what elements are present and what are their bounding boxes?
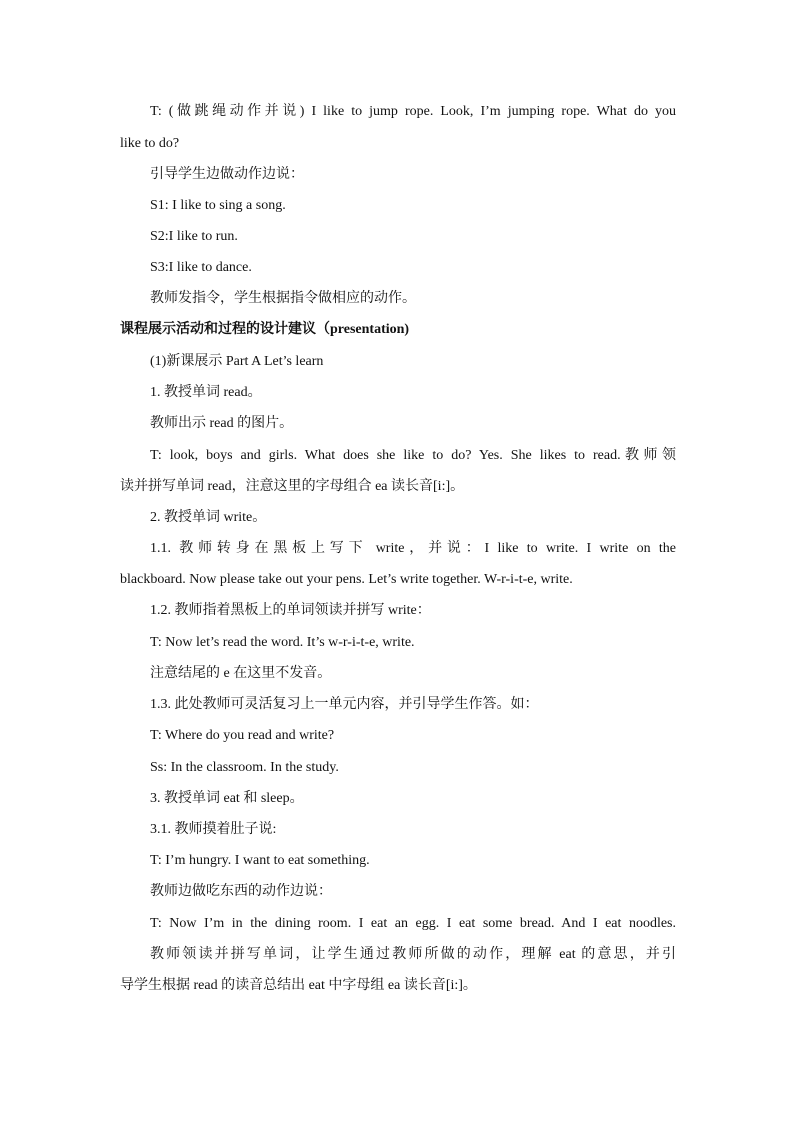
dialogue-line-continuation: like to do? — [120, 136, 180, 151]
dialogue-line-students-answer: Ss: In the classroom. In the study. — [150, 760, 339, 775]
instruction-line: 教师出示 read 的图片。 — [150, 416, 294, 431]
instruction-line: 教师领读并拼写单词，让学生通过教师所做的动作，理解 eat 的意思，并引 — [150, 947, 676, 962]
instruction-line: 教师边做吃东西的动作边说： — [150, 884, 332, 899]
section-heading: 课程展示活动和过程的设计建议（presentation) — [120, 322, 410, 337]
substep-line-1-1: 1.1. 教师转身在黑板上写下 write，并说：I like to write. I write on the — [150, 541, 676, 556]
dialogue-line-s3: S3:I like to dance. — [150, 260, 252, 275]
substep-line-3-1: 3.1. 教师摸着肚子说: — [150, 822, 277, 837]
instruction-line: 引导学生边做动作边说： — [150, 167, 304, 182]
note-line: 注意结尾的 e 在这里不发音。 — [150, 666, 332, 681]
dialogue-line-teacher-question: T: Where do you read and write? — [150, 728, 335, 743]
instruction-line: 教师发指令，学生根据指令做相应的动作。 — [150, 291, 416, 306]
substep-line-1-2: 1.2. 教师指着黑板上的单词领读并拼写 write： — [150, 603, 431, 618]
step-heading-eat-sleep: 3. 教授单词 eat 和 sleep。 — [150, 791, 304, 806]
step-heading-write: 2. 教授单词 write。 — [150, 510, 267, 525]
dialogue-line-teacher-dining: T: Now I’m in the dining room. I eat an egg. I eat some bread. And I eat noodles. — [150, 916, 676, 931]
step-heading-read: 1. 教授单词 read。 — [150, 385, 262, 400]
substep-line-1-3: 1.3. 此处教师可灵活复习上一单元内容，并引导学生作答。如： — [150, 697, 539, 712]
dialogue-line-teacher-jump-rope: T: (做跳绳动作并说) I like to jump rope. Look, I’m jumping rope. What do you — [150, 104, 676, 119]
dialogue-line-teacher-read: T: look, boys and girls. What does she like to do? Yes. She likes to read.教师领 — [150, 448, 676, 463]
subsection-heading: (1)新课展示 Part A Let’s learn — [150, 354, 324, 369]
instruction-line-continuation: 读并拼写单词 read，注意这里的字母组合 ea 读长音[i:]。 — [120, 479, 465, 494]
dialogue-line-s1: S1: I like to sing a song. — [150, 198, 286, 213]
instruction-line-continuation: 导学生根据 read 的读音总结出 eat 中字母组 ea 读长音[i:]。 — [120, 978, 477, 993]
dialogue-line-teacher-spell: T: Now let’s read the word. It’s w-r-i-t-e, write. — [150, 635, 415, 650]
dialogue-line-teacher-hungry: T: I’m hungry. I want to eat something. — [150, 853, 370, 868]
substep-line-continuation: blackboard. Now please take out your pens. Let’s write together. W-r-i-t-e, write. — [120, 572, 573, 587]
dialogue-line-s2: S2:I like to run. — [150, 229, 238, 244]
